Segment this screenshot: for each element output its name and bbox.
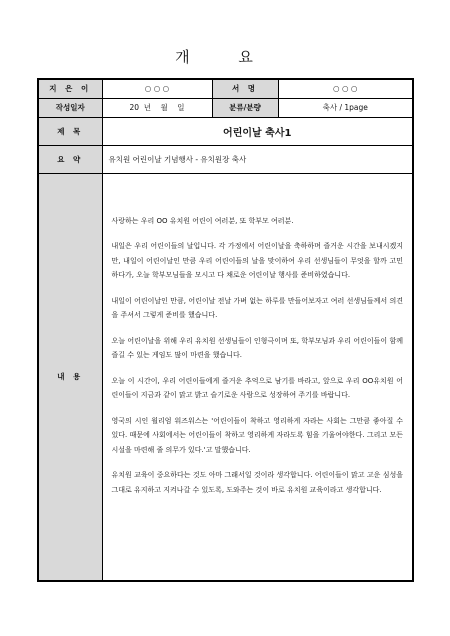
content-paragraph: 내일은 우리 어린이들의 날입니다. 각 가정에서 어린이날을 축하하며 즐거운 시간을 보내시겠지만, 내일이 어린이날인 만큼 우리 어린이들의 날을 맞이하여 우리 선생님들이 무엇을 할까 고민하다가, 오늘 학부모님들을 모시고 다 채로운 어린이날 행사를 준비하였습니다. bbox=[111, 242, 403, 279]
date-value: 20 년 월 일 bbox=[102, 98, 212, 117]
content-paragraph: 오늘 이 시간이, 우리 어린이들에게 즐거운 추억으로 남기를 바라고, 앞으로 우리 OO유치원 어린이들이 지금과 같이 맑고 밝고 슬기로운 사람으로 성장하여 주기를 바랍니다. bbox=[111, 376, 403, 399]
subject-value: 어린이날 축사1 bbox=[102, 117, 413, 145]
sign-label: 서 명 bbox=[212, 79, 278, 98]
content-paragraph: 내일이 어린이날인 만큼, 어린이날 전날 가벼 없는 하루를 만들어보자고 여러 선생님들께서 의견을 주셔서 그렇게 준비를 했습니다. bbox=[111, 296, 403, 319]
content-body bbox=[102, 173, 413, 581]
sign-value: ○ ○ ○ bbox=[278, 79, 413, 98]
author-label: 지 은 이 bbox=[38, 79, 102, 98]
content-paragraph: 사랑하는 우리 OO 유치원 어린이 여러분, 또 학부모 여러분. bbox=[111, 216, 294, 225]
category-label: 분류/분량 bbox=[212, 98, 278, 117]
overview-table bbox=[37, 78, 414, 582]
content-paragraph: 오늘 어린이날을 위해 우리 유치원 선생님들이 인형극이며 또, 학부모님과 우리 어린이들이 함께 즐길 수 있는 게임도 많이 마련을 했습니다. bbox=[111, 336, 403, 359]
content-paragraph: 영국의 시인 윌리엄 워즈워스는 '어린이들이 착하고 영리하게 자라는 사회는 그만큼 좋아질 수 있다. 때문에 사회에서는 어린이들이 착하고 영리하게 자라도록 힘을 기울여야한다. 그리고 모든 시설을 마련해 줄 의무가 있다.'고 말했습니다. bbox=[111, 416, 403, 454]
content-paragraph: 유치원 교육이 중요하다는 것도 아마 그래서일 것이라 생각합니다. 어린이들이 맑고 고운 심성을 그대로 유지하고 지켜나갈 수 있도록, 도와주는 것이 바로 유치원 교육이라고 생각합니다. bbox=[111, 471, 403, 494]
author-value: ○ ○ ○ bbox=[102, 79, 212, 98]
content-label: 내 용 bbox=[38, 173, 102, 581]
summary-label: 요 약 bbox=[38, 145, 102, 173]
date-label: 작성일자 bbox=[38, 98, 102, 117]
page-title: 개 요 bbox=[175, 48, 275, 66]
subject-label: 제 목 bbox=[38, 117, 102, 145]
category-value: 축사 / 1page bbox=[278, 98, 413, 117]
summary-value: 유치원 어린이날 기념행사 - 유치원장 축사 bbox=[102, 145, 413, 173]
